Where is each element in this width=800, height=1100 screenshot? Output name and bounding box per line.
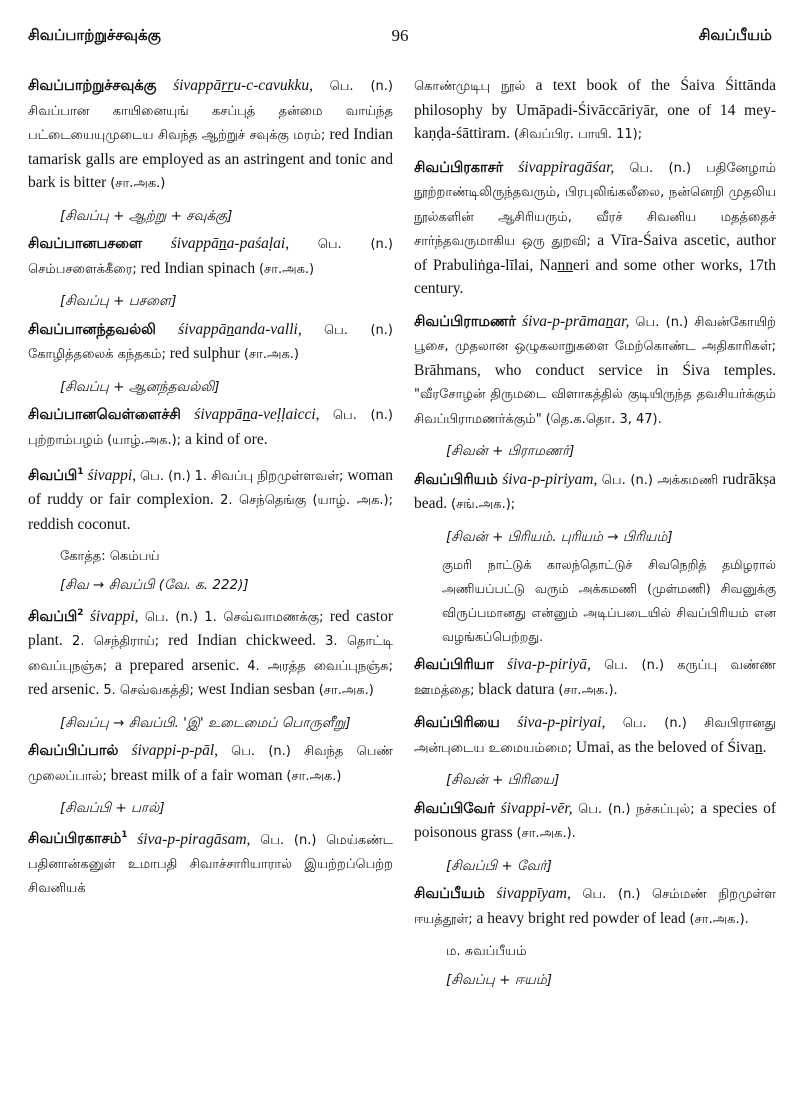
source-ref: (சா.அக.) <box>286 768 342 784</box>
tamil-definition: கருப்பு வண்ண ஊமத்தை; <box>414 658 777 698</box>
etymology: [சிவப்பு + ஆற்று + சவுக்கு] <box>60 207 233 224</box>
english-definition: breast milk of a fair woman <box>110 766 283 784</box>
english-definition: red sulphur <box>169 345 240 362</box>
part-of-speech: பெ. (n.) <box>332 408 394 423</box>
english-definition: a kind of ore. <box>184 430 268 448</box>
tamil-definition-3: 3. தொட்டி வைப்புநஞ்சு; <box>28 634 394 674</box>
english-definition: a text book of the Śaiva Śittānda philosophy by Umāpadi-Śivāccāriyār, one of 14 mey-kaṇḍa-śāttiram. <box>414 77 776 142</box>
part-of-speech: பெ. (n.) <box>144 609 198 625</box>
headword: சிவப்பி$^1$ <box>28 467 84 484</box>
headword: சிவப்பானபசளை <box>28 236 143 252</box>
part-of-speech: பெ. (n.) <box>231 744 291 760</box>
transliteration: śivappi, <box>87 466 137 484</box>
tamil-definition: சிவபிரானது அன்புடைய உமையம்மை; <box>414 716 777 756</box>
dictionary-entry <box>414 310 776 432</box>
part-of-speech: பெ. (n.) <box>635 314 689 330</box>
dictionary-entry <box>28 403 393 452</box>
tamil-definition: கோழித்தலைக் கந்தகம்; <box>28 347 166 362</box>
part-of-speech: பெ. (n.) <box>582 887 641 902</box>
source-ref: (சா.அக.). <box>558 682 618 698</box>
etymology: [சிவன் + பிரியை] <box>446 772 560 788</box>
right-column <box>414 74 776 997</box>
dictionary-entry <box>28 318 393 367</box>
transliteration: śivappīyam, <box>496 885 571 902</box>
page-number: 96 <box>391 26 409 45</box>
source-ref: (சா.அக.) <box>258 261 315 277</box>
dictionary-entry <box>414 74 776 147</box>
tamil-definition-2: 2. செந்திராய்; <box>72 634 160 650</box>
part-of-speech: பெ. (n.) <box>260 832 317 848</box>
english-definition-4: red arsenic. <box>28 681 100 699</box>
part-of-speech: பெ. (n.) <box>604 658 665 673</box>
transliteration: śiva-p-prāmanar, <box>522 312 630 330</box>
headword: சிவப்பிரகாசம்$^1$ <box>28 830 128 848</box>
dictionary-entry <box>414 882 776 931</box>
left-column <box>28 74 393 910</box>
source-ref: (சங்.அக.); <box>451 497 516 512</box>
dictionary-entry <box>414 156 776 301</box>
headword: சிவப்பிரகாசர் <box>414 159 504 176</box>
part-of-speech: பெ. (n.) <box>324 322 393 338</box>
english-definition: red Indian tamarisk galls are employed as an astringent and tonic and bark is bitter <box>28 126 393 191</box>
dictionary-entry <box>414 468 776 517</box>
source-ref: (சா.அக.) <box>110 176 166 191</box>
dictionary-entry <box>28 602 393 703</box>
cognate-note: ம. சுவப்பீயம் <box>446 944 527 959</box>
transliteration: śivappi-p-pāl, <box>131 742 219 760</box>
tamil-definition: 1. சிவப்பு நிறமுள்ளவள்; <box>194 468 344 484</box>
headword: சிவப்பி$^2$ <box>28 607 84 625</box>
part-of-speech: பெ. (n.) <box>629 160 692 176</box>
headword: சிவப்பிவேர் <box>414 800 495 817</box>
source-ref: (சா.அக.). <box>689 911 749 927</box>
part-of-speech: பெ. (n.) <box>578 801 631 817</box>
part-of-speech: பெ. (n.) <box>622 716 687 731</box>
part-of-speech: பெ. (n.) <box>601 472 653 488</box>
etymology: [சிவப்பி + வேர்] <box>446 857 552 874</box>
english-definition-3: a prepared arsenic. <box>115 656 240 674</box>
tamil-definition: மெய்கண்ட பதினான்கனுள் உமாபதி சிவாச்சாரியாரால் இயற்றப்பெற்ற சிவனியக் <box>28 832 393 897</box>
transliteration: śivappānanda-valli, <box>178 320 302 338</box>
source-ref: (சா.அக.) <box>318 683 374 699</box>
english-definition: rudrākṣa bead. <box>414 470 776 512</box>
source-ref: (சா.அக.). <box>516 826 576 841</box>
headword: சிவப்பிரியம் <box>414 471 498 488</box>
part-of-speech: பெ. (n.) <box>140 468 191 484</box>
english-definition-2: red Indian chickweed. <box>168 632 317 650</box>
english-definition: red Indian spinach <box>140 259 256 277</box>
english-definition: Umai, as the beloved of Śivan. <box>575 738 767 756</box>
etymology: [சிவப்பு + பசளை] <box>60 293 177 309</box>
tamil-definition: சிவப்பான காயினையுங் கசப்புத் தன்மை வாய்ந்த பட்டையையுமுடைய சிவந்த ஆற்றுச் சவுக்கு மரம்; <box>28 103 393 143</box>
english-definition: a species of poisonous grass <box>414 799 777 841</box>
english-definition: red castor plant. <box>28 607 394 650</box>
transliteration: śivappāna-veḷḷaicci, <box>194 406 320 423</box>
page-header <box>28 26 772 54</box>
english-definition: woman of ruddy or fair complexion. <box>28 466 394 509</box>
headword: சிவப்பிப்பால் <box>28 743 119 760</box>
quotation: "வீரசோழன் திருமடை விளாகத்தில் குடியிருந்த தவசியர்க்கும் சிவப்பிராமணர்க்கும்" <box>414 387 776 427</box>
source-ref: (யாழ்.அக.); <box>107 432 182 448</box>
transliteration: śiva-p-piragāsam, <box>137 830 251 848</box>
cognate-note: கோத்த: கெம்பய் <box>60 549 160 565</box>
transliteration: śivappi-vēr, <box>500 799 573 817</box>
transliteration: śivappārru-c-cavukku, <box>173 77 313 94</box>
dictionary-entry <box>28 825 393 901</box>
transliteration: śiva-p-piriyā, <box>506 656 591 673</box>
explanatory-note: குமரி நாட்டுக் காலந்தொட்டுச் சிவநெறித் தமிழரால் அணியப்பட்டு வரும் அக்கமணி (முள்மணி) சிவனுக்கு விருப்பமானது என்னும் அடிப்படையில் சிவப்பிரியம் என வழங்கப்பெற்றது. <box>442 557 776 644</box>
tamil-definition-5: 5. செவ்வகத்தி; <box>103 683 194 699</box>
etymology: [சிவப்பு + ஈயம்] <box>446 972 552 988</box>
english-definition-5: west Indian sesban <box>197 681 315 699</box>
dictionary-entry <box>28 232 393 281</box>
english-definition-2: reddish coconut. <box>28 515 131 533</box>
dictionary-entry <box>28 461 393 536</box>
etymology: [சிவன் + பிராமணர்] <box>446 443 575 459</box>
etymology: [சிவப்பு → சிவப்பி. 'இ' உடைமைப் பொருளீறு] <box>60 714 351 731</box>
tamil-definition: அக்கமணி <box>657 472 719 488</box>
source-ref: (தெ.க.தொ. 3, 47). <box>545 411 662 427</box>
headword: சிவப்பானந்தவல்லி <box>28 321 156 338</box>
part-of-speech: பெ. (n.) <box>317 237 394 252</box>
header-left-guideword: சிவப்பாற்றுச்சவுக்கு <box>28 26 161 44</box>
etymology: [சிவப்பி + பால்] <box>60 800 165 817</box>
etymology: [சிவ → சிவப்பி (வே. க. 222)] <box>60 577 249 594</box>
dictionary-entry <box>414 797 776 846</box>
english-definition: a heavy bright red powder of lead <box>476 909 686 927</box>
tamil-definition-2: 2. செந்தெங்கு <box>220 493 307 509</box>
headword: சிவப்பீயம் <box>414 886 485 902</box>
headword: சிவப்பிராமணர் <box>414 313 517 330</box>
source-ref: (சிவப்பிர. பாயி. 11); <box>513 127 643 142</box>
headword: சிவப்பாற்றுச்சவுக்கு <box>28 78 157 94</box>
dictionary-entry <box>28 74 393 196</box>
dictionary-entry <box>414 711 776 760</box>
tamil-definition: நச்சுப்புல்; <box>636 801 695 817</box>
dictionary-entry <box>414 653 776 702</box>
tamil-definition: கொண்முடிபு நூல் <box>414 79 526 94</box>
tamil-definition-4: 4. அரத்த வைப்புநஞ்சு; <box>247 658 393 674</box>
tamil-definition: சிவந்த பெண் முலைப்பால்; <box>28 744 394 784</box>
english-definition: Brāhmans, who conduct service in Śiva temples. <box>414 361 776 379</box>
transliteration: śiva-p-piriyai, <box>517 714 606 731</box>
transliteration: śivappiragāśar, <box>518 158 615 176</box>
dictionary-entry <box>28 739 393 788</box>
transliteration: śiva-p-piriyam, <box>502 470 598 488</box>
tamil-definition: 1. செவ்வாமணக்கு; <box>204 609 324 625</box>
source-ref: (யாழ். அக.); <box>312 493 393 509</box>
transliteration: śivappāna-paśaḷai, <box>170 235 290 252</box>
tamil-definition: செம்மண் நிறமுள்ள ஈயத்தூள்; <box>414 887 776 927</box>
tamil-definition: சிவன்கோயிற் பூசை, முதலான ஒழுகலாறுகளை மேற்கொண்ட அதிகாரிகள்; <box>414 314 777 354</box>
headword: சிவப்பிரியா <box>414 657 494 673</box>
english-definition: black datura <box>478 680 555 698</box>
headword: சிவப்பிரியை <box>414 715 500 731</box>
tamil-definition: பதினேழாம் நூற்றாண்டிலிருந்தவரும், பிரபுலிங்கலீலை, நன்னெறி முதலிய நூல்களின் ஆசிரியரும், வீரச் சிவனிய மதத்தைச் சார்ந்தவருமாகிய ஒரு துறவி; <box>414 160 776 249</box>
etymology: [சிவப்பு + ஆனந்தவல்லி] <box>60 378 220 395</box>
etymology: [சிவன் + பிரியம். புரியம் → பிரியம்] <box>446 528 673 545</box>
english-definition: a Vīra-Śaiva ascetic, author of Prabuliṅga-līlai, Nanneri and some other works, 17th century. <box>414 232 777 297</box>
source-ref: (சா.அக.) <box>243 347 299 362</box>
headword: சிவப்பானவெள்ளைச்சி <box>28 407 181 423</box>
transliteration: śivappi, <box>89 607 139 625</box>
tamil-definition: செம்பசளைக்கீரை; <box>28 261 137 277</box>
part-of-speech: பெ. (n.) <box>329 79 394 94</box>
tamil-definition: புற்றாம்பழம் <box>28 432 104 448</box>
header-right-guideword: சிவப்பீயம் <box>698 26 772 44</box>
